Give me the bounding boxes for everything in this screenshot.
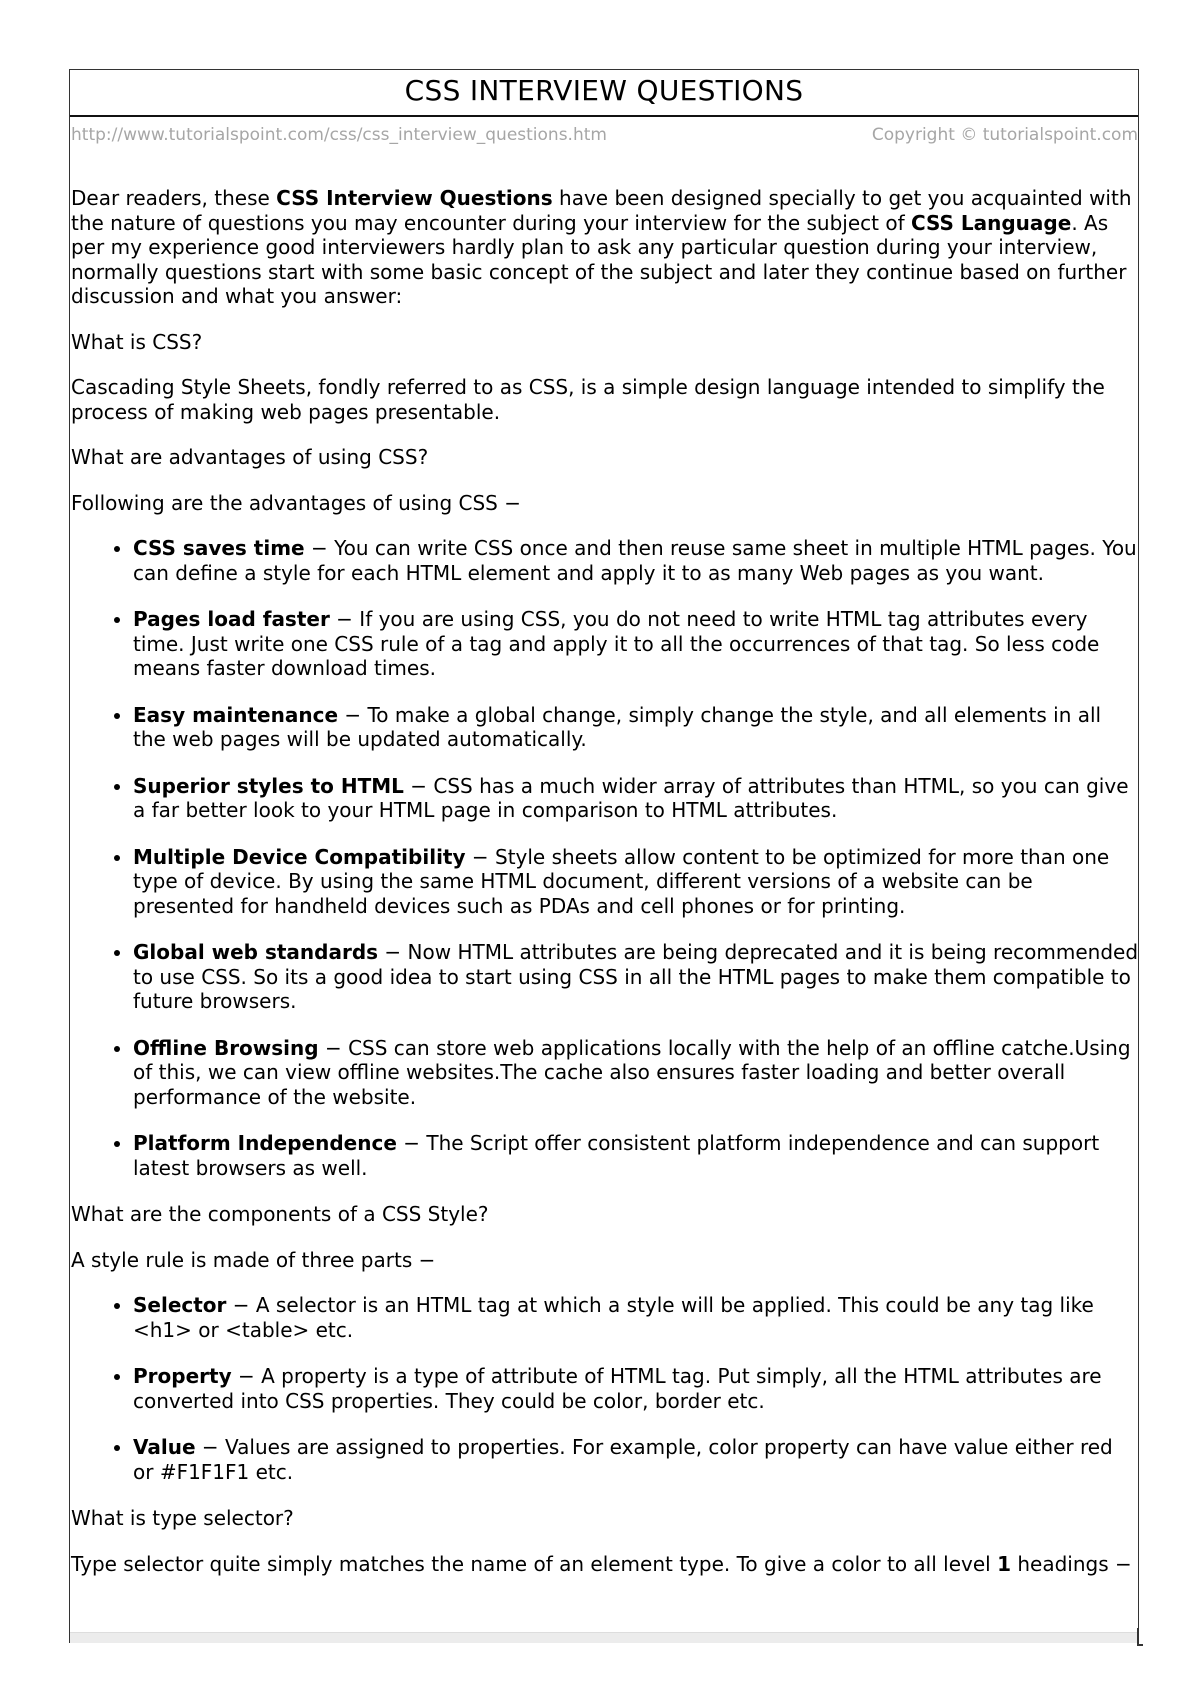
list-item-term: Property [133, 1364, 232, 1388]
list-item-term: Superior styles to HTML [133, 773, 404, 798]
answer-paragraph: Following are the advantages of using CSS − [71, 490, 521, 515]
code-block-edge [70, 1632, 1138, 1643]
list-item [133, 1364, 1138, 1413]
intro-paragraph [71, 186, 1138, 309]
list-item [133, 607, 1138, 681]
list-item [133, 1131, 1138, 1180]
list-item-text: − The Script offer consistent platform independence and can support latest browsers as well. [133, 1131, 1100, 1180]
intro-text-1: Dear readers, these [71, 186, 277, 210]
list-item-term: CSS saves time [133, 536, 305, 560]
list-item-term: Global web standards [133, 940, 379, 964]
list-item-term: Easy maintenance [133, 702, 339, 727]
list-item-text: − To make a global change, simply change the style, and all elements in all the web pages will be updated automatically. [133, 702, 1102, 751]
answer-text-2: headings − [1011, 1551, 1132, 1576]
list-item-text: − A selector is an HTML tag at which a style will be applied. This could be any tag like <h1> or <table> etc. [133, 1293, 1094, 1342]
intro-text-3: . As per my experience good interviewers hardly plan to ask any particular question during your interview, normally questions start with some basic concept of the subject and later they continue based on further discussion and what you answer: [71, 210, 1127, 308]
question-heading: What are the components of a CSS Style? [71, 1202, 489, 1226]
answer-paragraph: Cascading Style Sheets, fondly referred to as CSS, is a simple design language intended to simplify the process of making web pages presentable. [71, 375, 1105, 424]
list-item [133, 1293, 1138, 1342]
list-item-text: − Style sheets allow content to be optimized for more than one type of device. By using the same HTML document, different versions of a website can be presented for handheld devices such as PDAs and cell phones or for printing. [133, 844, 1110, 918]
intro-text-2: have been designed specially to get you acquainted with the nature of questions you may encounter during your interview for the subject of [71, 186, 1132, 235]
intro-bold-2: CSS Language [910, 210, 1072, 235]
list-item-term: Offline Browsing [133, 1035, 319, 1060]
answer-bold: 1 [997, 1551, 1011, 1576]
advantages-list [71, 536, 1138, 1180]
page-title: CSS INTERVIEW QUESTIONS [70, 70, 1138, 117]
question-heading: What are advantages of using CSS? [71, 445, 429, 469]
list-item-term: Pages load faster [133, 607, 330, 631]
answer-paragraph: A style rule is made of three parts − [71, 1247, 436, 1272]
list-item-term: Platform Independence [133, 1131, 397, 1155]
list-item [133, 845, 1138, 919]
answer-paragraph [71, 1552, 1138, 1577]
list-item [133, 1435, 1138, 1484]
list-item [133, 940, 1138, 1014]
list-item [133, 703, 1138, 752]
list-item [133, 1036, 1138, 1110]
question-heading: What is CSS? [71, 329, 203, 354]
page-corner-mark [1137, 1628, 1143, 1646]
list-item [133, 774, 1138, 823]
list-item-text: − CSS has a much wider array of attributes than HTML, so you can give a far better look to your HTML page in comparison to HTML attributes. [133, 773, 1129, 822]
page-meta [70, 125, 1138, 145]
list-item [133, 536, 1138, 585]
list-item-term: Selector [133, 1293, 227, 1317]
answer-text-1: Type selector quite simply matches the name of an element type. To give a color to all level [71, 1551, 998, 1576]
source-url[interactable]: http://www.tutorialspoint.com/css/css_interview_questions.htm [71, 125, 607, 145]
list-item-text: − CSS can store web applications locally with the help of an offline catche.Using of this, we can view offline websites.The cache also ensures faster loading and better overall performance of the website. [133, 1035, 1131, 1109]
list-item-text: − A property is a type of attribute of HTML tag. Put simply, all the HTML attributes are converted into CSS properties. They could be color, border etc. [133, 1364, 1102, 1413]
list-item-text: − If you are using CSS, you do not need to write HTML tag attributes every time. Just write one CSS rule of a tag and apply it to all the occurrences of that tag. So less code means faster download times. [133, 607, 1100, 680]
question-heading: What is type selector? [71, 1506, 294, 1530]
list-item-text: − You can write CSS once and then reuse same sheet in multiple HTML pages. You can define a style for each HTML element and apply it to as many Web pages as you want. [133, 536, 1137, 585]
list-item-term: Multiple Device Compatibility [133, 844, 466, 869]
document-page [69, 69, 1139, 1643]
intro-bold-1: CSS Interview Questions [276, 186, 553, 210]
list-item-term: Value [133, 1435, 196, 1459]
components-list [71, 1293, 1138, 1484]
list-item-text: − Values are assigned to properties. For example, color property can have value either red or #F1F1F1 etc. [133, 1435, 1113, 1484]
article-body [70, 186, 1138, 1576]
copyright-notice: Copyright © tutorialspoint.com [871, 125, 1138, 145]
list-item-text: − Now HTML attributes are being deprecated and it is being recommended to use CSS. So its a good idea to start using CSS in all the HTML pages to make them compatible to future browsers. [133, 940, 1139, 1013]
